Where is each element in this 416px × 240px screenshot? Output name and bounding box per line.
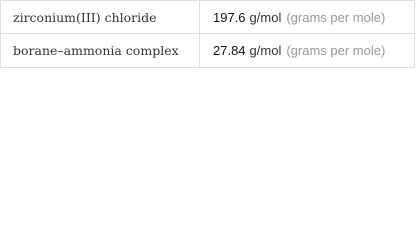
molar-mass-table <box>0 0 415 68</box>
compound-name-cell <box>1 34 200 67</box>
molar-mass-cell <box>200 34 414 67</box>
compound-name: borane–ammonia complex <box>13 43 179 58</box>
molar-mass-value: 27.84 <box>213 43 246 58</box>
unit-description: (grams per mole) <box>286 43 386 58</box>
molar-mass-cell <box>200 1 414 34</box>
molar-mass-unit: g/mol <box>249 43 282 58</box>
molar-mass-unit: g/mol <box>249 9 282 25</box>
unit-description: (grams per mole) <box>286 9 386 25</box>
compound-name-cell <box>1 1 200 34</box>
compound-name: zirconium(III) chloride <box>13 9 157 25</box>
molar-mass-value: 197.6 <box>213 9 246 25</box>
